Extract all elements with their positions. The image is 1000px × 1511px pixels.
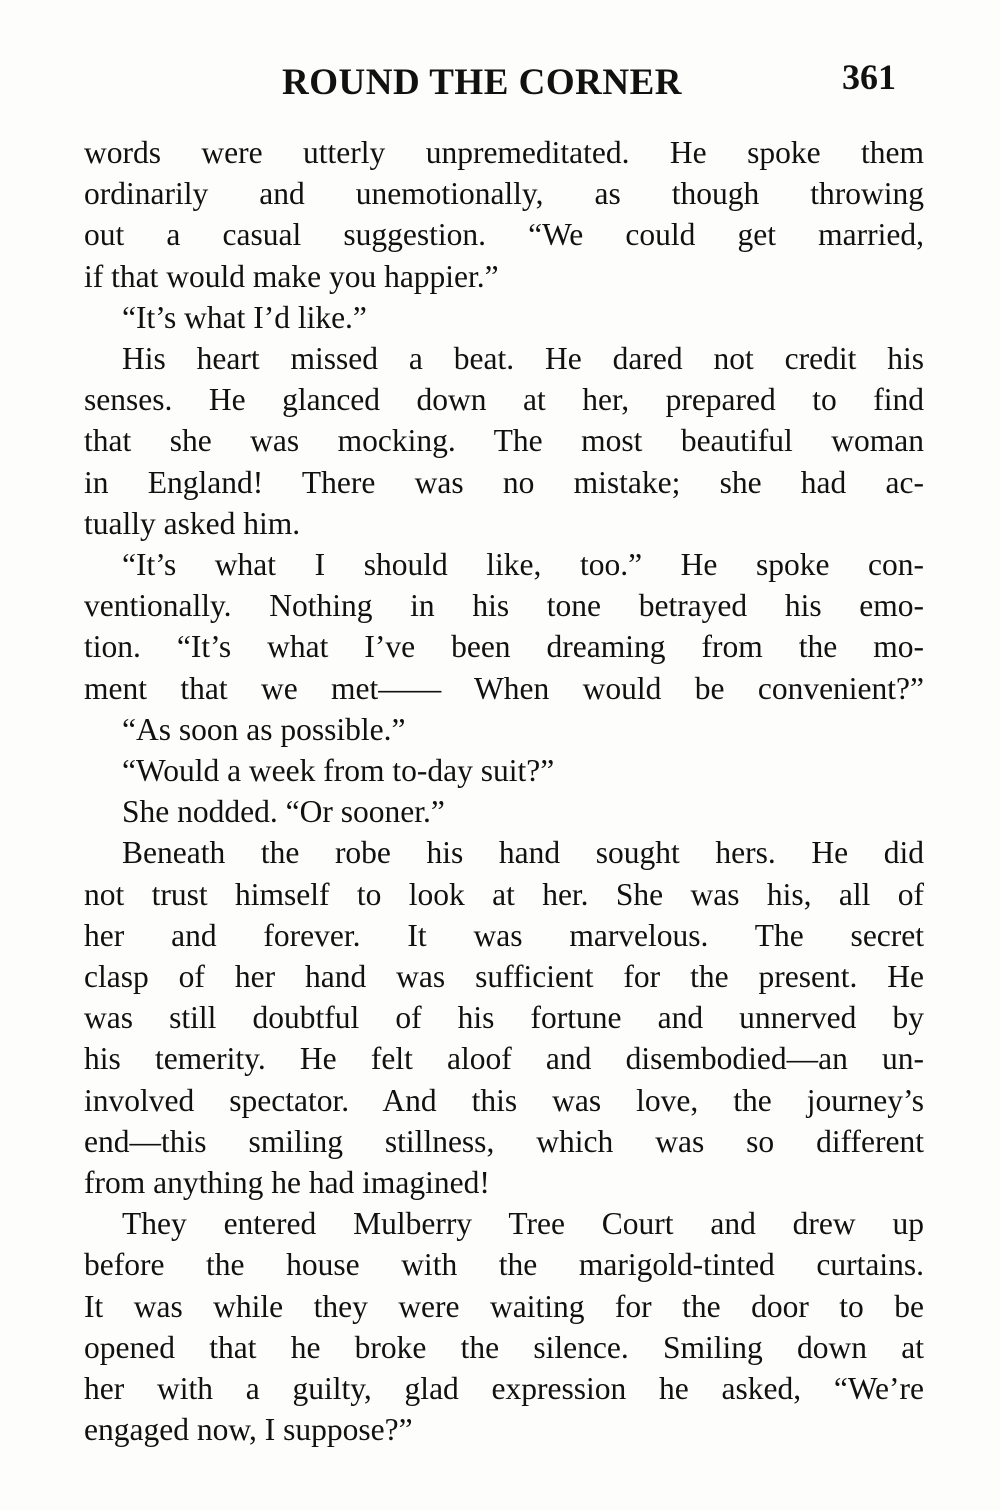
text-line: in England! There was no mistake; she had ac- bbox=[84, 464, 924, 500]
text-line: ment that we met—— When would be convenient?” bbox=[84, 670, 924, 706]
text-line: They entered Mulberry Tree Court and drew up bbox=[122, 1206, 924, 1242]
text-line: not trust himself to look at her. She was his, all of bbox=[84, 876, 924, 912]
page-title: ROUND THE CORNER bbox=[282, 62, 682, 103]
text-line: “As soon as possible.” bbox=[122, 711, 406, 747]
text-line: opened that he broke the silence. Smiling down at bbox=[84, 1329, 924, 1365]
text-line: words were utterly unpremeditated. He spoke them bbox=[84, 135, 924, 170]
text-line: before the house with the marigold-tinted curtains. bbox=[84, 1247, 924, 1283]
text-line: that she was mocking. The most beautiful woman bbox=[84, 423, 924, 459]
text-line: his temerity. He felt aloof and disembodied—an un- bbox=[84, 1041, 924, 1077]
text-line: “It’s what I should like, too.” He spoke con- bbox=[122, 547, 924, 582]
body-text bbox=[84, 132, 924, 1492]
text-line: end—this smiling stillness, which was so different bbox=[84, 1123, 924, 1159]
text-line: tually asked him. bbox=[84, 505, 301, 541]
text-line: ventionally. Nothing in his tone betrayed his emo- bbox=[84, 588, 924, 624]
text-line: if that would make you happier.” bbox=[84, 258, 499, 294]
text-line: ordinarily and unemotionally, as though throwing bbox=[84, 176, 924, 212]
text-line: her with a guilty, glad expression he asked, “We’re bbox=[84, 1371, 924, 1406]
text-line: clasp of her hand was sufficient for the present. He bbox=[84, 959, 924, 994]
text-line: “Would a week from to-day suit?” bbox=[122, 753, 555, 788]
running-head bbox=[0, 58, 1000, 108]
text-line: out a casual suggestion. “We could get married, bbox=[84, 217, 924, 253]
page-number: 361 bbox=[842, 57, 896, 97]
text-line: It was while they were waiting for the door to be bbox=[84, 1288, 924, 1324]
text-line: her and forever. It was marvelous. The secret bbox=[84, 917, 924, 953]
text-line: was still doubtful of his fortune and unnerved by bbox=[84, 1000, 924, 1036]
text-line: involved spectator. And this was love, the journey’s bbox=[84, 1082, 924, 1118]
text-line: engaged now, I suppose?” bbox=[84, 1412, 413, 1448]
text-line: senses. He glanced down at her, prepared to find bbox=[84, 382, 924, 418]
text-line: Beneath the robe his hand sought hers. He did bbox=[122, 835, 924, 871]
text-line: His heart missed a beat. He dared not credit his bbox=[122, 341, 924, 376]
text-line: from anything he had imagined! bbox=[84, 1165, 490, 1200]
text-line: “It’s what I’d like.” bbox=[122, 299, 367, 335]
text-line: tion. “It’s what I’ve been dreaming from the mo- bbox=[84, 629, 924, 665]
text-line: She nodded. “Or sooner.” bbox=[122, 794, 445, 830]
